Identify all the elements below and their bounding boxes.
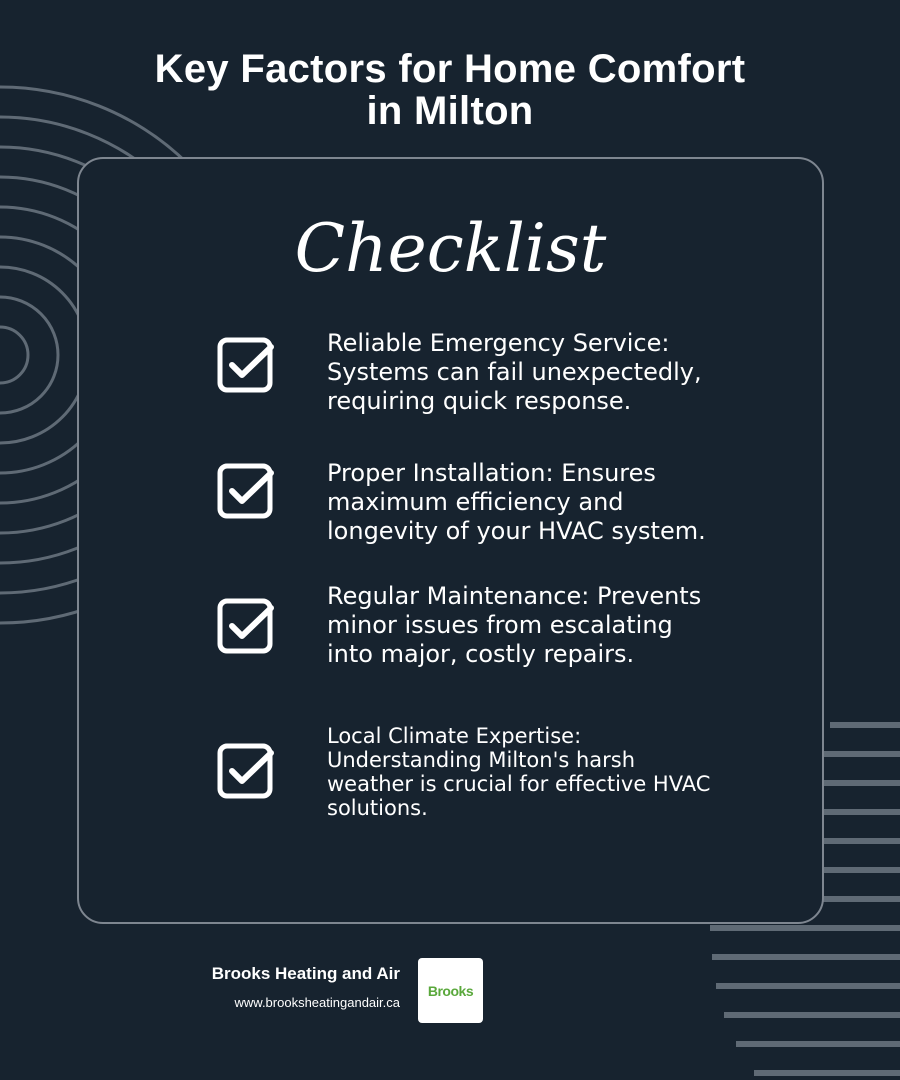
item-line: minor issues from escalating <box>327 611 673 639</box>
item-line: into major, costly repairs. <box>327 640 635 668</box>
item-line: Regular Maintenance: Prevents <box>327 582 702 610</box>
item-line: Systems can fail unexpectedly, <box>327 358 702 386</box>
checkbox-check-icon <box>215 596 275 656</box>
checklist-item-text <box>327 329 747 416</box>
page-title <box>0 48 900 132</box>
checklist-heading: Checklist <box>294 210 607 287</box>
item-line: Reliable Emergency Service: <box>327 329 670 357</box>
item-line: Proper Installation: Ensures <box>327 459 656 487</box>
checklist-card <box>77 157 824 924</box>
item-line: Understanding Milton's harsh <box>327 748 636 772</box>
item-line: maximum efficiency and <box>327 488 624 516</box>
title-line-1: Key Factors for Home Comfort <box>154 47 746 91</box>
item-line: weather is crucial for effective HVAC <box>327 772 711 796</box>
company-name: Brooks Heating and Air <box>211 964 400 983</box>
logo-text: Brooks <box>427 982 474 999</box>
item-line: Local Climate Expertise: <box>327 724 582 748</box>
checklist-item-text <box>327 459 747 546</box>
checkbox-check-icon <box>215 335 275 395</box>
checklist-item-text <box>327 582 747 669</box>
checkbox-check-icon <box>215 461 275 521</box>
title-line-2: in Milton <box>366 89 534 133</box>
item-line: solutions. <box>327 796 428 820</box>
company-logo <box>418 958 483 1023</box>
company-url[interactable]: www.brooksheatingandair.ca <box>234 995 400 1010</box>
item-line: requiring quick response. <box>327 387 632 415</box>
item-line: longevity of your HVAC system. <box>327 517 706 545</box>
checklist-item-text <box>327 724 747 820</box>
checkbox-check-icon <box>215 741 275 801</box>
